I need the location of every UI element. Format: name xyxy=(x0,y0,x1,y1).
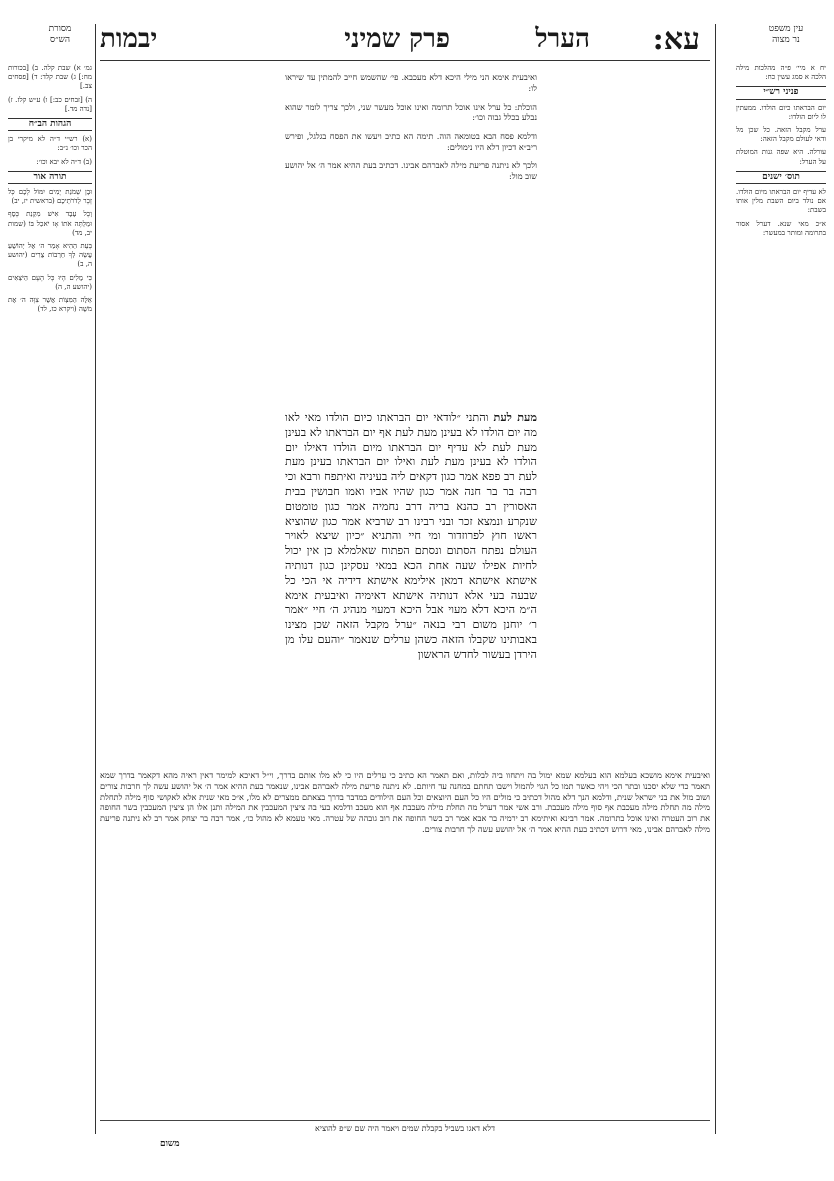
commentary-top xyxy=(285,64,537,404)
commentary-paragraph: ודלמא פסח הבא בטומאה הוה. תימה הא כתיב ויעשו את הפסח בגלגל, ופירש ריב״א דכיון דלא היו נימולים: xyxy=(285,130,537,152)
margin-note: ה) [זבחים כב:] ו) ע״ש קלז. ז) [נדה מד.] xyxy=(8,95,92,113)
margin-note: יח א מיי׳ פ״ה מהלכות מילה הלכה א סמג עשין כח: xyxy=(736,64,826,82)
footer-rule xyxy=(100,1120,710,1121)
right-margin-notes xyxy=(736,64,826,864)
gemara-lead-word: מעת לעת xyxy=(493,410,537,424)
commentary-bottom: ואיבעית אימא מושכא בעלמא הוא בעלמא שמא ימול בה ויתחוו ביה לבלות, ואם תאמר הא כתיב כי ערלים היו כי לא מלו אותם בדרך, וי״ל דאיכא למימר דאין ראיה מהא דקאמר בדרך שמא תאמר כדי שלא יסכנו ובתר הכי ויהי כאשר תמו כל הגוי להמול וישבו תחתם במחנה עד חיותם. לא ניתנה פריעת מילה לאברהם אבינו, שנאמר בעת ההיא אמר ה׳ אל יהושע עשה לך חרבות צורים ושוב מול את בני ישראל שנית, ודלמא הנך דלא מהול דכתיב כי מולים היו כל העם היוצאים וכל העם הילודים במדבר בדרך בצאתם ממצרים לא מלו, א״כ מאי שנית אלא לאקושי סוף מילה לתחלת מילה מה תחלת מילה מעכבת אף סוף מילה מעכבת. ורב אשי אמר דערל מה תחלת מילה מעכבת אף הוא מעכב ודלמא בעי בה ציצין המעכבין את המילה ותנן אלו הן ציצין המעכבין בשר החופה את רוב העטרה ואינו אוכל בתרומה. אמר רבינא ואיתימא רב ירמיה בר אבא אמר רב בשר החופה את רוב גובהה של עטרה. מאי טעמא לא מהול כו׳, אמר רבה בר יצחק אמר רב לא ניתנה פריעת מילה לאברהם אבינו, מאי דרוש דכתיב בעת ההיא אמר ה׳ אל יהושע עשה לך חרבות צורים. xyxy=(100,770,710,834)
verse-reference: וְכָל עֶבֶד אִישׁ מִקְנַת כָּסֶף וּמַלְתָּה אֹתוֹ אָז יֹאכַל בּוֹ (שמות יב, מד) xyxy=(8,210,92,237)
left-margin-notes xyxy=(8,64,92,1144)
ein-mishpat-heading: עין משפט נר מצוה xyxy=(768,24,804,45)
margin-note: א״כ מאי שנא. דערל אסור בתרומה ומותר במעשר: xyxy=(736,219,826,237)
verse-reference: בָּעֵת הַהִיא אָמַר ה׳ אֶל יְהוֹשֻׁעַ עֲשֵׂה לְךָ חַרְבוֹת צֻרִים (יהושע ה, ב) xyxy=(8,242,92,269)
margin-section-title: הגהות הב״ח xyxy=(8,118,92,131)
gemara-body: והתני ״לודאי יום הבראתו כיום הולדו מאי לאו מה יום הולדו לא בעינן מעת לעת אף יום הבראתו לא בעינן מעת לעת לא עדיף יום הבראתו מיום הולדו דאילו יום הולדו לא בעינן מעת לעת ואילו יום הבראתו בעינן מעת לעת רב פפא אמר כגון דקאים ליה בעיניה ואיתפח ורבא וכי רבה בר בר חנה אמר כגון שהיו אביו ואמו חבושין בבית האסורין רב כהנא בריה דרב נחמיה אמר כגון טומטום שנקרע ונמצא זכר ובני רבינו רב שרביא אמר כגון שהוציא ראשו חוץ לפרוזדור ומי חיי והתניא ״כיון שיצא לאויר העולם נפתח הסתום ונסתם הפתוח שאלמלא כן אין יכול לחיות אפילו שעה אחת הכא במאי עסקינן כגון דנותיה אישתא אישתא דמאן אילימא אישתא דידיה אי הכי כל שבעה בעי אלא דנותיה אישתא דאימיה ואיבעית אימא ה״מ היכא דלא מעוי אבל היכא דמעוי מנהיג ה׳ חיי ״אמר ר׳ יוחנן משום רבי בנאה ״ערל מקבל הזאה שכן מצינו באבותינו שקבלו הזאה כשהן ערלים שנאמר ״והעם עלו מן הירדן בעשור לחדש הראשון xyxy=(285,411,537,661)
page-header xyxy=(100,22,700,58)
chapter-name: פרק שמיני xyxy=(344,24,450,54)
book-name: יבמות xyxy=(100,24,158,54)
gemara-text xyxy=(285,410,537,765)
commentary-paragraph: הוכלת: כל ערל אינו אוכל תרומה ואינו אוכל מעשר שני, ולכך צריך לומר שהוא נבלע בכלל גבוה וכו׳: xyxy=(285,101,537,123)
margin-section-title: תוס׳ ישנים xyxy=(736,171,826,184)
margin-note: לא עדיף יום הבראתו מיום הולדו. אם נולד ביום השבת מלין אותו בשבת: xyxy=(736,188,826,215)
margin-note: ערל מקבל הזאה. כל שכן מל ודאי לעולם מקבל הזאה: xyxy=(736,126,826,144)
masoret-hashas-heading: מסורת הש״ס xyxy=(48,24,72,45)
header-rule xyxy=(100,60,710,61)
right-column-rule xyxy=(715,24,716,1134)
margin-section-title: תורה אור xyxy=(8,171,92,184)
margin-note: (ב) ד״ה לא יבא וכו׳: xyxy=(36,157,92,166)
margin-note: עורלה. היא שפה גנות המוטלת על הערל: xyxy=(736,148,826,166)
folio-number: עא: xyxy=(652,22,700,57)
margin-note: (א) רש״י ד״ה לא מיקרי בן הכר וכו׳ נ״ב: xyxy=(8,135,92,153)
footer-note: דלא דאגו בשביל בקבלת שמים ויאמר היה שם ש״פ להוציא xyxy=(315,1124,495,1133)
verse-reference: כִּי מֻלִים הָיוּ כָּל הָעָם הַיֹּצְאִים (יהושע ה, ה) xyxy=(8,273,92,291)
commentary-paragraph: ולכך לא ניתנה פריעת מילה לאברהם אבינו. דכתיב בעת ההיא אמר ה׳ אל יהושע שוב מול: xyxy=(285,160,537,181)
commentary-paragraph: ואיבעית אימא הני מילי היכא דלא מעכבא. פי׳ שהשמש חייב להמתין עד שיראו לו: xyxy=(285,72,537,93)
tractate-abbreviation: הערל xyxy=(535,24,590,54)
verse-reference: וּבֶן שְׁמֹנַת יָמִים יִמּוֹל לָכֶם כָּל זָכָר לְדֹרֹתֵיכֶם (בראשית יז, יב) xyxy=(8,188,92,206)
margin-note: גמ׳ א) שבת קלה. ב) [בכורות מח:] ג) שבת קלד: ד) [פסחים צב.] xyxy=(8,64,92,91)
verse-reference: אֵלֶּה הַמִּצְוֹת אֲשֶׁר צִוָּה ה׳ אֶת מֹשֶׁה (ויקרא כז, לד) xyxy=(8,296,92,314)
catchword: משום xyxy=(160,1139,180,1149)
margin-section-title: פניני רש״י xyxy=(736,86,826,99)
margin-note: יום הבראתו כיום הולדו. ממעתין לו ליום הולדו: xyxy=(736,103,826,121)
left-column-rule xyxy=(95,24,96,1134)
